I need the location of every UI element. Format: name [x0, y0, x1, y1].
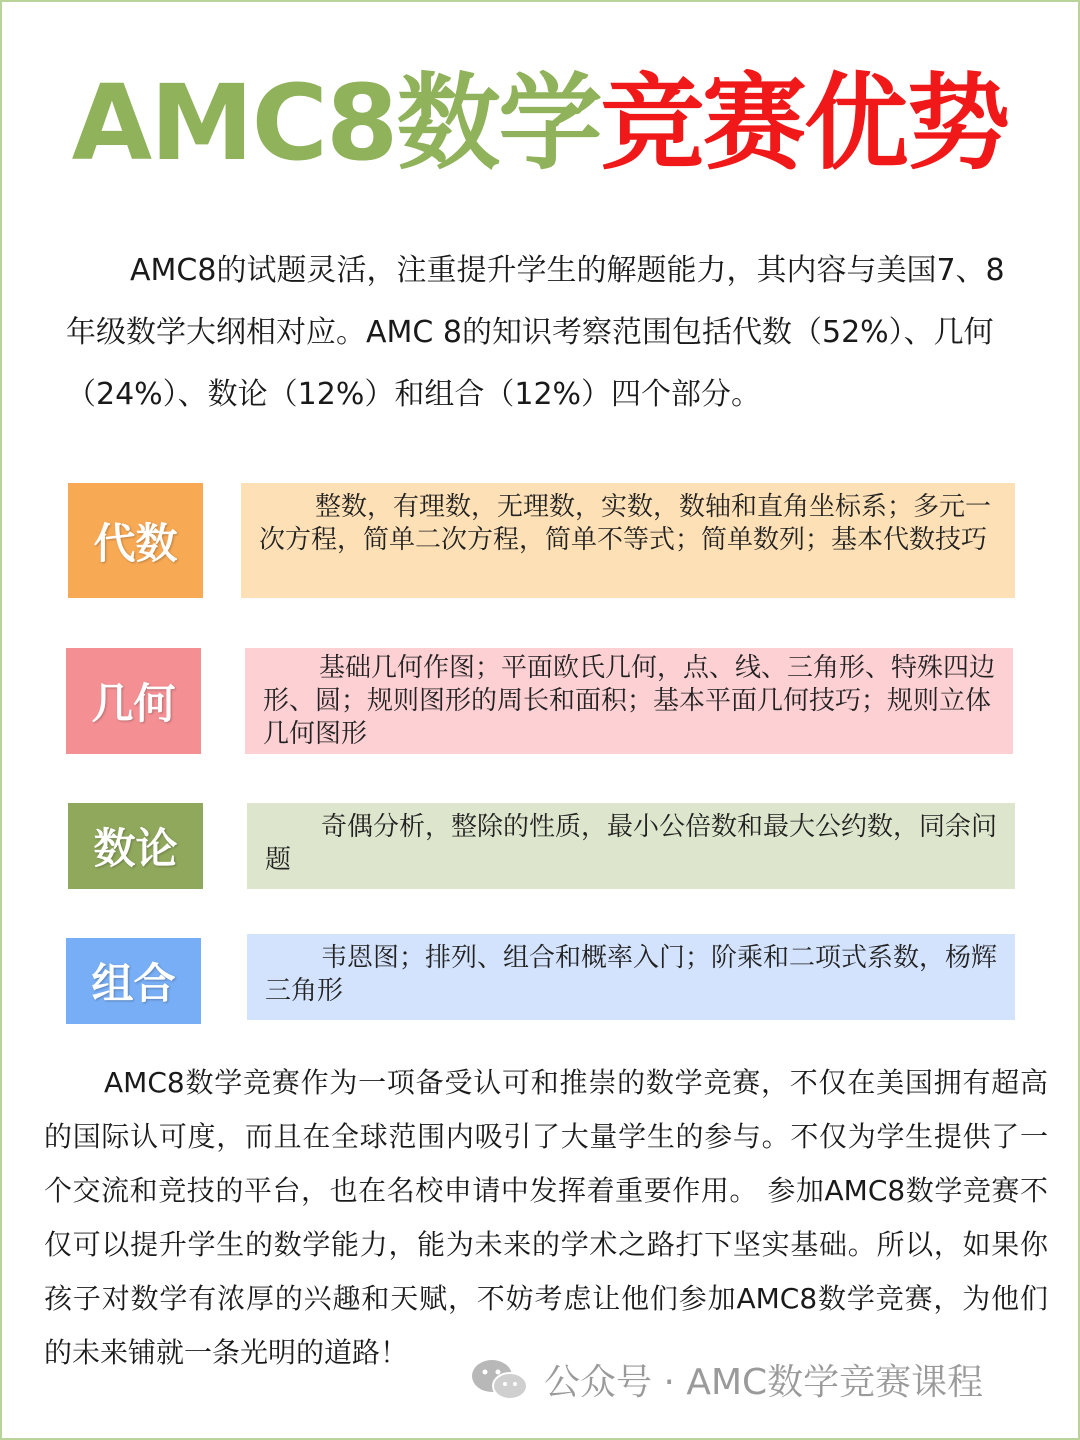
intro-paragraph: AMC8的试题灵活，注重提升学生的解题能力，其内容与美国7、8年级数学大纲相对应。AMC 8的知识考察范围包括代数（52%）、几何（24%）、数论（12%）和组合（12%）四个部分。	[66, 253, 1005, 412]
topic-tag-algebra: 代数	[68, 483, 203, 598]
topic-tag-geometry: 几何	[66, 648, 201, 754]
topic-tag-combinatorics: 组合	[66, 938, 201, 1024]
page-title	[0, 62, 1080, 184]
footer-text: 公众号 · AMC数学竞赛课程	[544, 1362, 984, 1403]
topic-tag-number-theory: 数论	[68, 803, 203, 889]
title-part-red: 竞赛优势	[600, 62, 1009, 184]
outro-paragraph: AMC8数学竞赛作为一项备受认可和推崇的数学竞赛，不仅在美国拥有超高的国际认可度，而且在全球范围内吸引了大量学生的参与。不仅为学生提供了一个交流和竞技的平台，也在名校申请中发挥着重要作用。 参加AMC8数学竞赛不仅可以提升学生的数学能力，能为未来的学术之路打下坚实基础。所以，如果你孩子对数学有浓厚的兴趣和天赋，不妨考虑让他们参加AMC8数学竞赛，为他们的未来铺就一条光明的道路！	[44, 1066, 1048, 1369]
topic-desc-number-theory: 奇偶分析，整除的性质，最小公倍数和最大公约数，同余问题	[247, 803, 1015, 889]
footer-watermark	[470, 1354, 983, 1405]
topic-desc-combinatorics: 韦恩图；排列、组合和概率入门；阶乘和二项式系数，杨辉三角形	[247, 934, 1015, 1020]
title-part-green: AMC8数学	[71, 62, 601, 184]
topic-desc-geometry: 基础几何作图；平面欧氏几何，点、线、三角形、特殊四边形、圆；规则图形的周长和面积；基本平面几何技巧；规则立体几何图形	[245, 648, 1013, 754]
wechat-icon	[470, 1358, 530, 1402]
topic-desc-algebra: 整数，有理数，无理数，实数，数轴和直角坐标系；多元一次方程，简单二次方程，简单不等式；简单数列；基本代数技巧	[241, 483, 1015, 598]
